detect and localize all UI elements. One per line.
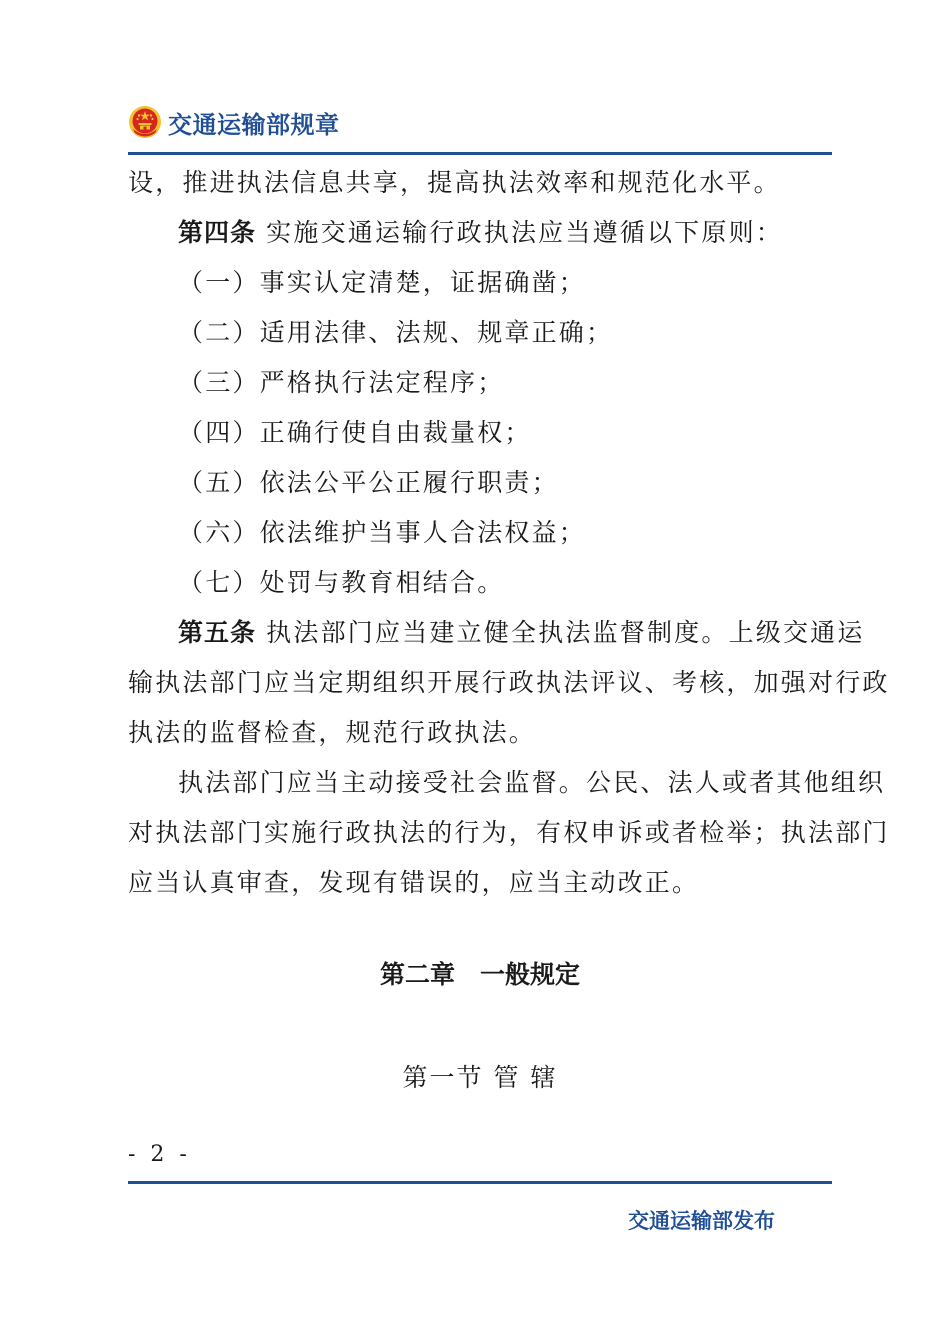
page-header	[128, 100, 340, 144]
article-text: 实施交通运输行政执法应当遵循以下原则：	[256, 218, 783, 247]
text-line: 执法的监督检查，规范行政执法。	[128, 718, 537, 747]
page-number: - 2 -	[128, 1142, 191, 1167]
text-line: 执法部门应当主动接受社会监督。公民、法人或者其他组织	[178, 768, 886, 797]
text-line: 应当认真审查，发现有错误的，应当主动改正。	[128, 868, 700, 897]
list-item: （七）处罚与教育相结合。	[178, 568, 505, 597]
article-heading	[128, 208, 832, 258]
publisher-label: 交通运输部发布	[628, 1209, 775, 1233]
list-item: （四）正确行使自由裁量权；	[178, 418, 532, 447]
text-line: 对执法部门实施行政执法的行为，有权申诉或者检举；执法部门	[128, 818, 890, 847]
list-item: （三）严格执行法定程序；	[178, 368, 505, 397]
article-number: 第五条	[178, 618, 257, 647]
list-item: （二）适用法律、法规、规章正确；	[178, 318, 614, 347]
text-line: 输执法部门应当定期组织开展行政执法评议、考核，加强对行政	[128, 668, 890, 697]
header-divider	[128, 152, 832, 155]
list-item: （六）依法维护当事人合法权益；	[178, 518, 587, 547]
list-item: （一）事实认定清楚，证据确凿；	[178, 268, 587, 297]
article-number: 第四条	[178, 218, 257, 247]
section-heading: 第一节 管 辖	[402, 1063, 558, 1092]
list-item: （五）依法公平公正履行职责；	[178, 468, 559, 497]
body-text	[128, 158, 890, 908]
chapter-heading: 第二章 一般规定	[379, 960, 580, 989]
national-emblem-icon	[128, 105, 162, 139]
article-heading	[128, 608, 865, 658]
header-title: 交通运输部规章	[168, 110, 340, 139]
text-line: 设，推进执法信息共享，提高执法效率和规范化水平。	[128, 168, 781, 197]
footer-divider	[128, 1181, 832, 1184]
article-text: 执法部门应当建立健全执法监督制度。上级交通运	[256, 618, 865, 647]
